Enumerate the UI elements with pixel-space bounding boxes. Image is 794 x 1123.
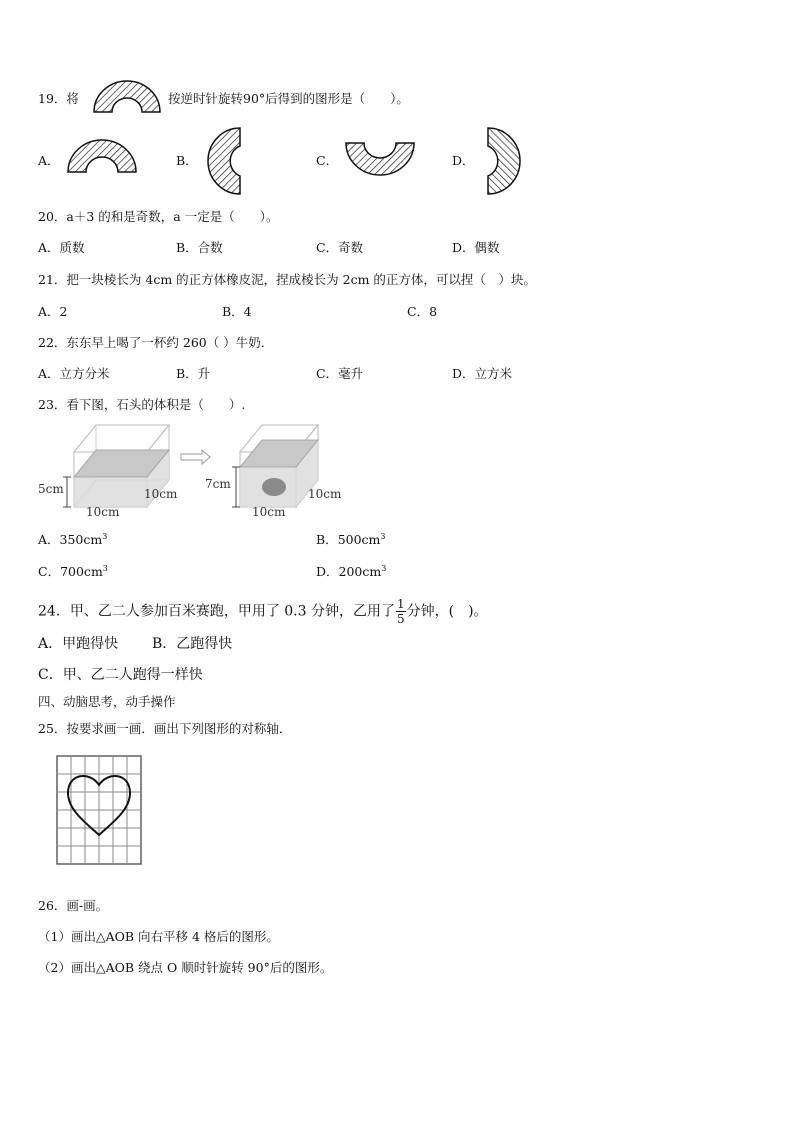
q23-option-c[interactable]: C．$700cm^3$	[38, 563, 108, 579]
q21-option-a[interactable]: A．2	[38, 304, 68, 319]
q20-stem: 20．a＋3 的和是奇数，a 一定是（ ）。	[38, 209, 279, 224]
q19-option-a-arch-up[interactable]	[66, 138, 138, 174]
left-height-label: 5cm	[38, 482, 64, 496]
q21-option-b[interactable]: B．4	[222, 304, 252, 319]
left-depth-label: 10cm	[144, 487, 178, 501]
q24-fraction: $\frac{1}{5}$	[396, 597, 405, 626]
q23-cube-figure	[36, 420, 342, 520]
q23-option-a[interactable]: A．$350cm^3$	[38, 531, 108, 547]
q25-heart-grid-figure[interactable]	[56, 755, 142, 865]
q20-option-c[interactable]: C．奇数	[316, 240, 364, 255]
right-width-label: 10cm	[252, 505, 286, 519]
transform-arrow-icon	[181, 450, 210, 464]
q20-option-b[interactable]: B．合数	[176, 240, 223, 255]
q19-prefix: 19．将	[38, 91, 79, 106]
q19-option-b-arch-left[interactable]	[206, 126, 242, 196]
grid-lines	[57, 756, 141, 864]
q22-stem: 22．东东早上喝了一杯约 260（ ）牛奶．	[38, 335, 274, 350]
stone-shape	[262, 478, 286, 496]
q22-option-d[interactable]: D．立方米	[452, 366, 513, 381]
q19-option-b[interactable]: B．	[176, 153, 198, 168]
left-width-label: 10cm	[86, 505, 120, 519]
q22-option-c[interactable]: C．毫升	[316, 366, 364, 381]
q19-stem: 按逆时针旋转90°后得到的图形是（ ）。	[168, 91, 409, 106]
q22-option-a[interactable]: A．立方分米	[38, 366, 110, 381]
q25-stem: 25．按要求画一画．画出下列图形的对称轴．	[38, 721, 292, 736]
q26-stem: 26．画-画。	[38, 898, 109, 913]
q19-option-c[interactable]: C．	[316, 153, 339, 168]
right-container-cube	[232, 425, 318, 507]
q24-option-c[interactable]: C．甲、乙二人跑得一样快	[38, 667, 203, 683]
q19-option-d-arch-right[interactable]	[486, 126, 522, 196]
q19-option-a[interactable]: A．	[38, 153, 60, 168]
q19-option-c-arch-down[interactable]	[344, 141, 416, 177]
q20-option-d[interactable]: D．偶数	[452, 240, 500, 255]
q21-stem: 21．把一块棱长为 4cm 的正方体橡皮泥，捏成棱长为 2cm 的正方体，可以捏（ ）块。	[38, 272, 536, 287]
q21-option-c[interactable]: C．8	[407, 304, 438, 319]
q24-stem: 24．甲、乙二人参加百米赛跑，甲用了 0.3 分钟，乙用了 $\frac{1}{5}$ 分钟，( )。	[38, 597, 488, 626]
q23-stem: 23．看下图，石头的体积是（ ）.	[38, 397, 246, 412]
q26-item-1: （1）画出△AOB 向右平移 4 格后的图形。	[38, 929, 279, 944]
section-heading: 四、动脑思考，动手操作	[38, 694, 176, 709]
q22-option-b[interactable]: B．升	[176, 366, 211, 381]
q24-option-a[interactable]: A．甲跑得快	[38, 636, 119, 652]
q19-option-d[interactable]: D．	[452, 153, 475, 168]
q24-option-b[interactable]: B．乙跑得快	[152, 636, 233, 652]
q23-option-b[interactable]: B．$500cm^3$	[316, 531, 386, 547]
right-height-label: 7cm	[205, 477, 231, 491]
q19-reference-arch-figure	[92, 79, 162, 114]
q20-option-a[interactable]: A．质数	[38, 240, 85, 255]
q23-option-d[interactable]: D．$200cm^3$	[316, 563, 387, 579]
right-depth-label: 10cm	[308, 487, 342, 501]
q26-item-2: （2）画出△AOB 绕点 O 顺时针旋转 90°后的图形。	[38, 960, 333, 975]
